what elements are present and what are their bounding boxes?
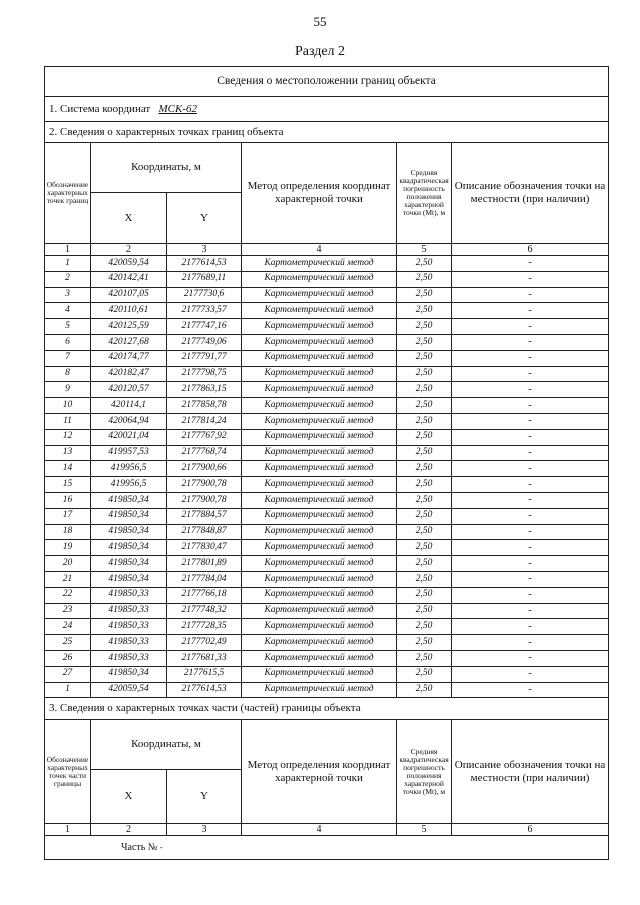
coord-x: 420142,41 [91,271,167,287]
table-row [45,492,609,508]
column-number: 1 [45,824,91,836]
accuracy: 2,50 [397,461,452,477]
description: - [452,650,609,666]
point-id: 20 [45,556,91,572]
method: Картометрический метод [242,413,397,429]
method: Картометрический метод [242,445,397,461]
description: - [452,461,609,477]
description: - [452,682,609,698]
accuracy: 2,50 [397,556,452,572]
description: - [452,492,609,508]
column-number: 2 [91,824,167,836]
coord-x: 419850,33 [91,587,167,603]
table-row [45,556,609,572]
coord-y: 2177614,53 [167,682,242,698]
coord-x: 419957,53 [91,445,167,461]
table-row [45,287,609,303]
method: Картометрический метод [242,271,397,287]
table-row [45,429,609,445]
method: Картометрический метод [242,382,397,398]
accuracy: 2,50 [397,524,452,540]
header-coords: Координаты, м [91,143,242,193]
point-id: 3 [45,287,91,303]
point-id: 8 [45,366,91,382]
description: - [452,556,609,572]
table-row [45,587,609,603]
coord-x: 420120,57 [91,382,167,398]
coord-x: 419850,34 [91,508,167,524]
accuracy: 2,50 [397,619,452,635]
header-y: Y [167,193,242,244]
coord-x: 419956,5 [91,477,167,493]
table-row [45,334,609,350]
point-id: 10 [45,398,91,414]
section3-title: 3. Сведения о характерных точках части (частей) границы объекта [45,698,609,720]
table-row [45,256,609,272]
accuracy: 2,50 [397,508,452,524]
method: Картометрический метод [242,524,397,540]
coord-y: 2177766,18 [167,587,242,603]
point-id: 2 [45,271,91,287]
method: Картометрический метод [242,619,397,635]
point-id: 13 [45,445,91,461]
coord-x: 419850,34 [91,540,167,556]
description: - [452,666,609,682]
accuracy: 2,50 [397,492,452,508]
description: - [452,382,609,398]
accuracy: 2,50 [397,303,452,319]
point-id: 12 [45,429,91,445]
coord-x: 419956,5 [91,461,167,477]
accuracy: 2,50 [397,429,452,445]
coord-y: 2177615,5 [167,666,242,682]
description: - [452,350,609,366]
description: - [452,366,609,382]
coord-x: 419850,34 [91,556,167,572]
point-id: 5 [45,319,91,335]
accuracy: 2,50 [397,256,452,272]
accuracy: 2,50 [397,445,452,461]
coord-x: 420021,04 [91,429,167,445]
method: Картометрический метод [242,508,397,524]
accuracy: 2,50 [397,366,452,382]
header-accuracy-part: Средняя квадратическая погрешность положения характерной точки (Mt), м [397,720,452,824]
column-numbers-row [45,824,609,836]
table-title: Сведения о местоположении границ объекта [45,67,609,97]
point-id: 15 [45,477,91,493]
column-number: 4 [242,244,397,256]
coord-y: 2177681,33 [167,650,242,666]
header-description-part: Описание обозначения точки на местности (при наличии) [452,720,609,824]
table-row [45,666,609,682]
point-id: 25 [45,635,91,651]
table-row [45,461,609,477]
accuracy: 2,50 [397,477,452,493]
column-number: 2 [91,244,167,256]
table-row [45,603,609,619]
table-row [45,271,609,287]
coord-x: 420110,61 [91,303,167,319]
table-row [45,477,609,493]
coord-y: 2177848,87 [167,524,242,540]
coord-x: 420059,54 [91,256,167,272]
coord-y: 2177900,78 [167,492,242,508]
table-row [45,635,609,651]
header-description: Описание обозначения точки на местности (при наличии) [452,143,609,244]
column-number: 5 [397,824,452,836]
description: - [452,271,609,287]
table-row [45,619,609,635]
column-numbers-row [45,244,609,256]
accuracy: 2,50 [397,382,452,398]
description: - [452,587,609,603]
method: Картометрический метод [242,635,397,651]
description: - [452,413,609,429]
table-row [45,398,609,414]
coord-y: 2177900,66 [167,461,242,477]
point-id: 18 [45,524,91,540]
point-id: 1 [45,682,91,698]
method: Картометрический метод [242,587,397,603]
section-title: Раздел 2 [294,44,346,59]
header-method: Метод определения координат характерной точки [242,143,397,244]
coord-y: 2177801,89 [167,556,242,572]
coord-system-label: 1. Система координат [49,102,151,115]
point-id: 26 [45,650,91,666]
column-number: 3 [167,824,242,836]
point-id: 4 [45,303,91,319]
description: - [452,429,609,445]
column-number: 4 [242,824,397,836]
method: Картометрический метод [242,366,397,382]
method: Картометрический метод [242,256,397,272]
point-id: 1 [45,256,91,272]
accuracy: 2,50 [397,635,452,651]
point-id: 19 [45,540,91,556]
accuracy: 2,50 [397,571,452,587]
table-row [45,445,609,461]
accuracy: 2,50 [397,587,452,603]
header-x: X [91,193,167,244]
point-id: 22 [45,587,91,603]
coord-x: 419850,33 [91,619,167,635]
description: - [452,540,609,556]
coord-y: 2177749,06 [167,334,242,350]
accuracy: 2,50 [397,271,452,287]
method: Картометрический метод [242,303,397,319]
column-number: 5 [397,244,452,256]
description: - [452,256,609,272]
description: - [452,334,609,350]
point-id: 11 [45,413,91,429]
table-row [45,524,609,540]
section2-title: 2. Сведения о характерных точках границ объекта [45,122,609,143]
coord-y: 2177767,92 [167,429,242,445]
coord-x: 419850,34 [91,524,167,540]
coord-x: 420182,47 [91,366,167,382]
accuracy: 2,50 [397,540,452,556]
description: - [452,524,609,540]
point-id: 24 [45,619,91,635]
point-id: 9 [45,382,91,398]
coord-y: 2177768,74 [167,445,242,461]
accuracy: 2,50 [397,666,452,682]
description: - [452,619,609,635]
point-id: 23 [45,603,91,619]
coord-y: 2177748,32 [167,603,242,619]
method: Картометрический метод [242,477,397,493]
description: - [452,398,609,414]
point-id: 7 [45,350,91,366]
coord-x: 419850,34 [91,666,167,682]
coord-y: 2177798,75 [167,366,242,382]
method: Картометрический метод [242,682,397,698]
coord-y: 2177728,35 [167,619,242,635]
coord-y: 2177702,49 [167,635,242,651]
coord-x: 419850,33 [91,603,167,619]
table-row [45,382,609,398]
accuracy: 2,50 [397,603,452,619]
description: - [452,571,609,587]
coord-x: 420125,59 [91,319,167,335]
description: - [452,603,609,619]
table-row [45,350,609,366]
coord-x: 419850,34 [91,492,167,508]
table-row [45,319,609,335]
description: - [452,508,609,524]
point-id: 27 [45,666,91,682]
coord-x: 419850,34 [91,571,167,587]
coord-x: 420064,94 [91,413,167,429]
method: Картометрический метод [242,666,397,682]
coord-system-row [45,97,609,122]
method: Картометрический метод [242,461,397,477]
part-value: - [159,842,163,852]
coord-y: 2177814,24 [167,413,242,429]
description: - [452,303,609,319]
coord-y: 2177730,6 [167,287,242,303]
header-accuracy: Средняя квадратическая погрешность положения характерной точки (Mt), м [397,143,452,244]
column-number: 1 [45,244,91,256]
coord-x: 420107,05 [91,287,167,303]
description: - [452,319,609,335]
coord-y: 2177614,53 [167,256,242,272]
table-row [45,571,609,587]
method: Картометрический метод [242,540,397,556]
points-body [45,256,609,698]
method: Картометрический метод [242,319,397,335]
boundary-table-frame [44,66,608,860]
accuracy: 2,50 [397,350,452,366]
description: - [452,287,609,303]
column-number: 3 [167,244,242,256]
column-number: 6 [452,824,609,836]
accuracy: 2,50 [397,682,452,698]
coord-y: 2177747,16 [167,319,242,335]
part-row [45,836,609,860]
coord-y: 2177858,78 [167,398,242,414]
coord-x: 419850,33 [91,650,167,666]
coord-x: 420114,1 [91,398,167,414]
method: Картометрический метод [242,398,397,414]
coord-y: 2177863,15 [167,382,242,398]
coord-y: 2177784,04 [167,571,242,587]
method: Картометрический метод [242,650,397,666]
coord-system-value: МСК-62 [158,102,197,115]
coord-x: 420174,77 [91,350,167,366]
accuracy: 2,50 [397,650,452,666]
description: - [452,635,609,651]
table-row [45,682,609,698]
coord-x: 420059,54 [91,682,167,698]
table-row [45,508,609,524]
method: Картометрический метод [242,492,397,508]
method: Картометрический метод [242,287,397,303]
coord-x: 419850,33 [91,635,167,651]
accuracy: 2,50 [397,398,452,414]
header-coords-part: Координаты, м [91,720,242,770]
method: Картометрический метод [242,429,397,445]
header-point: Обозначение характерных точек границ [45,143,91,244]
coord-y: 2177900,78 [167,477,242,493]
table-row [45,303,609,319]
point-id: 21 [45,571,91,587]
part-label: Часть № [121,841,158,853]
method: Картометрический метод [242,571,397,587]
accuracy: 2,50 [397,319,452,335]
coord-y: 2177791,77 [167,350,242,366]
accuracy: 2,50 [397,413,452,429]
coord-y: 2177884,57 [167,508,242,524]
header-x-part: X [91,770,167,824]
coord-y: 2177733,57 [167,303,242,319]
method: Картометрический метод [242,556,397,572]
point-id: 16 [45,492,91,508]
point-id: 17 [45,508,91,524]
description: - [452,477,609,493]
header-method-part: Метод определения координат характерной точки [242,720,397,824]
header-point-part: Обозначение характерных точек части границы [45,720,91,824]
page-number: 55 [313,14,327,29]
column-number: 6 [452,244,609,256]
coord-x: 420127,68 [91,334,167,350]
coord-y: 2177830,47 [167,540,242,556]
accuracy: 2,50 [397,287,452,303]
boundary-table [44,66,609,860]
table-row [45,540,609,556]
table-row [45,413,609,429]
point-id: 6 [45,334,91,350]
method: Картометрический метод [242,350,397,366]
point-id: 14 [45,461,91,477]
description: - [452,445,609,461]
header-y-part: Y [167,770,242,824]
method: Картометрический метод [242,603,397,619]
coord-y: 2177689,11 [167,271,242,287]
table-row [45,366,609,382]
accuracy: 2,50 [397,334,452,350]
table-row [45,650,609,666]
method: Картометрический метод [242,334,397,350]
